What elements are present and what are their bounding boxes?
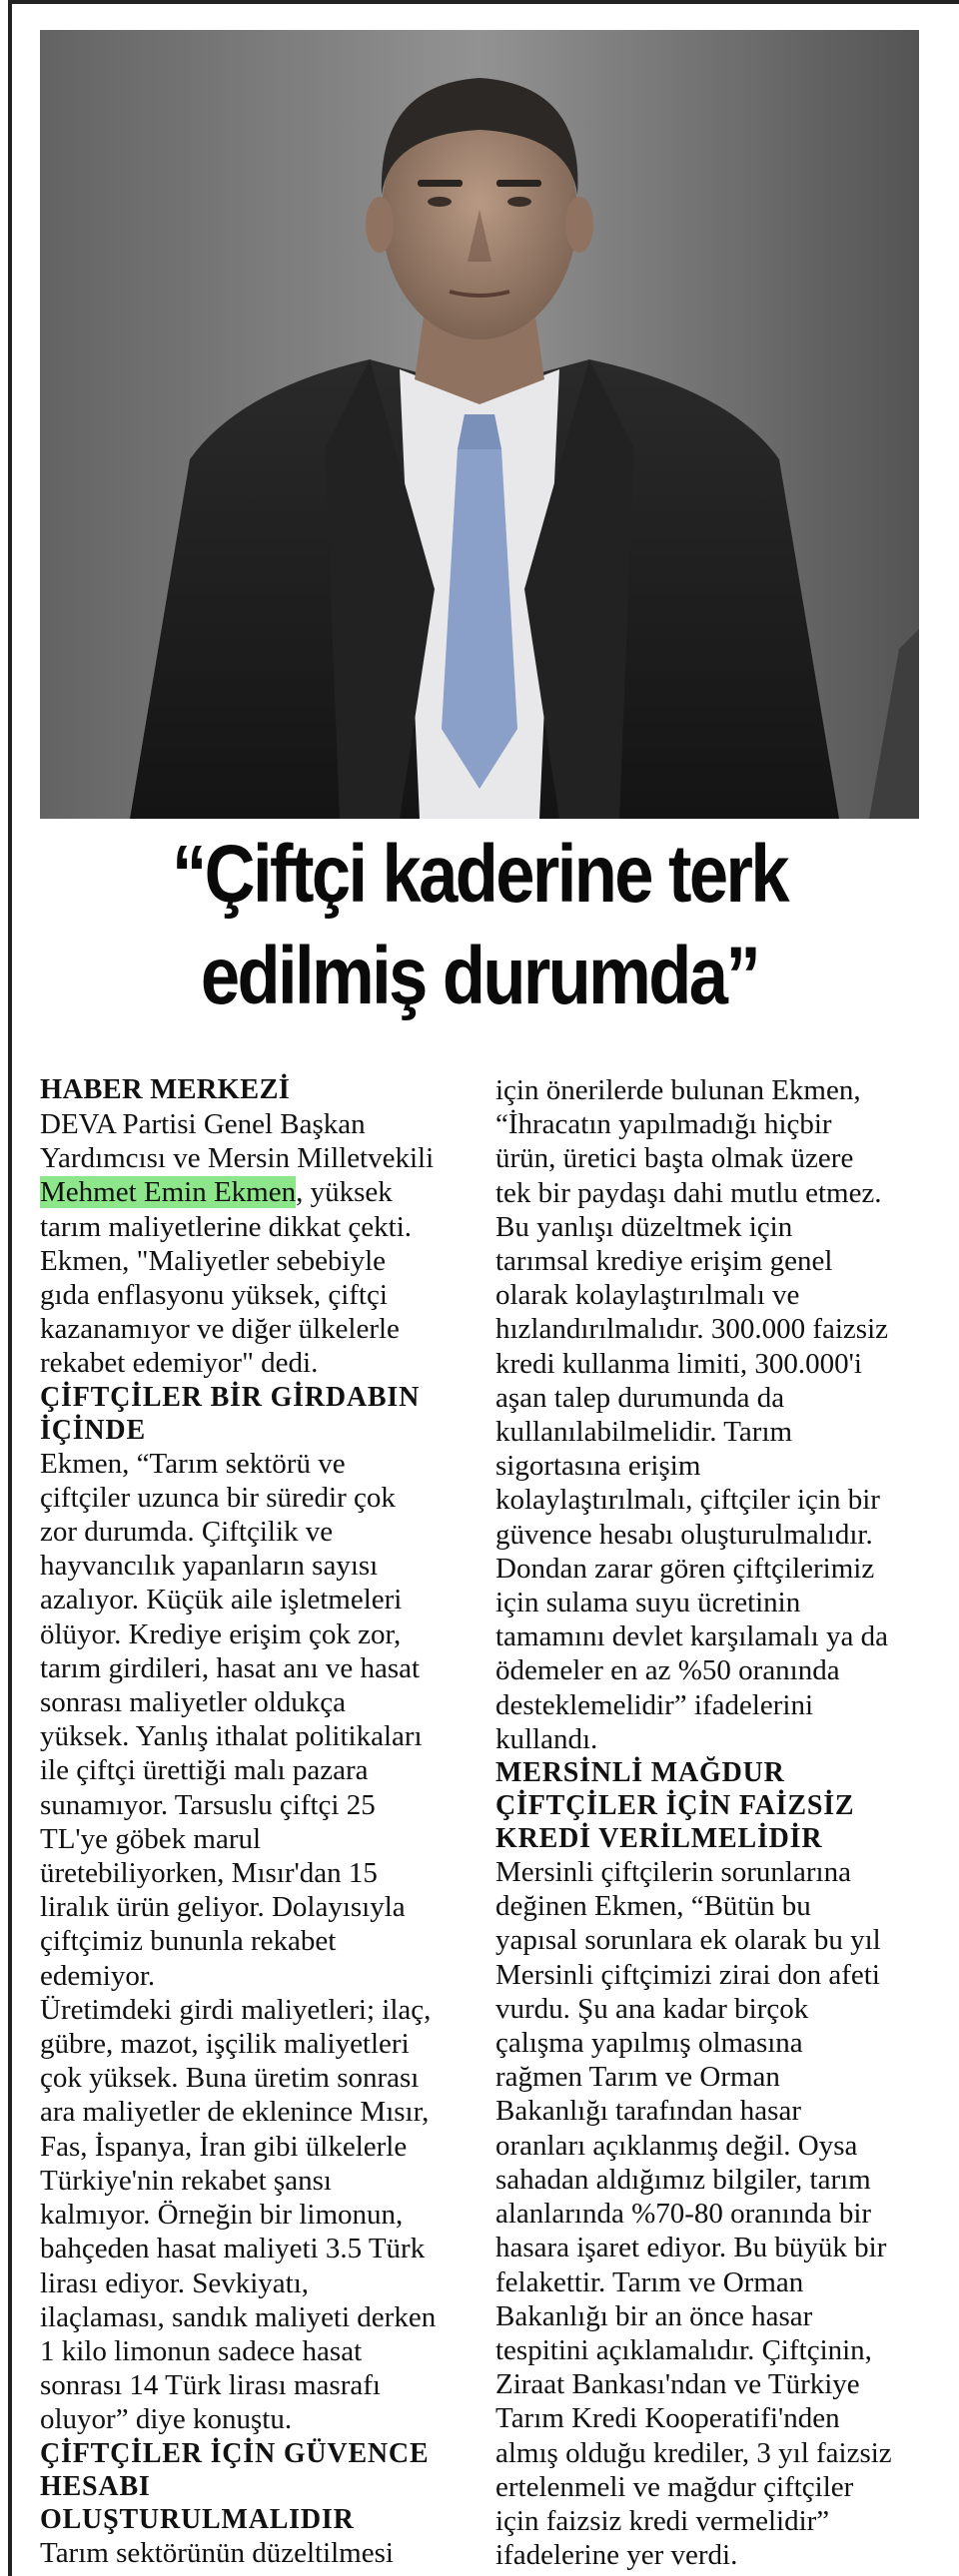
body-line: ile çiftçi ürettiği malı pazara: [40, 1754, 369, 1787]
body-line: alanlarında %70-80 oranında bir: [495, 2198, 872, 2231]
body-line: ara maliyetler de eklenince Mısır,: [40, 2096, 430, 2129]
body-line: olarak kolaylaştırılmalı ve: [495, 1279, 800, 1312]
body-line: Mersinli çiftçilerin sorunlarına: [495, 1856, 851, 1889]
article-column-right: [495, 1073, 925, 2572]
body-line: rekabet edemiyor" dedi.: [40, 1347, 319, 1380]
body-line: almış olduğu krediler, 3 yıl faizsiz: [495, 2436, 892, 2469]
body-line: Tarım sektörünün düzeltilmesi: [40, 2536, 394, 2569]
body-line: Bakanlığı bir an önce hasar: [495, 2299, 813, 2332]
article-headline: [102, 824, 858, 1027]
subheading-line: ÇİFTÇİLER İÇİN FAİZSİZ: [495, 1790, 855, 1822]
body-line: sonrası 14 Türk lirası masrafı: [40, 2369, 381, 2402]
body-line: tarım maliyetlerine dikkat çekti.: [40, 1210, 413, 1243]
body-line: felakettir. Tarım ve Orman: [495, 2265, 804, 2298]
body-line: Yardımcısı ve Mersin Milletvekili: [40, 1142, 435, 1175]
body-line: Dondan zarar gören çiftçilerimiz: [495, 1552, 875, 1585]
body-line: kazanamıyor ve diğer ülkelerle: [40, 1313, 400, 1346]
body-line: tek bir paydaşı dahi mutlu etmez.: [495, 1176, 882, 1209]
body-line: zor durumda. Çiftçilik ve: [40, 1516, 334, 1549]
body-line: [40, 1175, 460, 1209]
left-border-rule: [8, 0, 12, 2576]
body-line: hasara işaret ediyor. Bu büyük bir: [495, 2232, 887, 2264]
body-line: çiftçimiz bununla rekabet: [40, 1925, 337, 1958]
body-line: “İhracatın yapılmadığı hiçbir: [495, 1108, 832, 1141]
body-line: DEVA Partisi Genel Başkan: [40, 1108, 366, 1140]
body-line: edemiyor.: [40, 1959, 156, 1992]
body-line: ödemeler en az %50 oranında: [495, 1654, 840, 1687]
body-line: bahçeden hasat maliyeti 3.5 Türk: [40, 2233, 426, 2265]
body-line: sigortasına erişim: [495, 1450, 701, 1483]
body-line: sunamıyor. Tarsuslu çiftçi 25: [40, 1788, 376, 1821]
body-line: ürün, üretici başta olmak üzere: [495, 1142, 854, 1175]
body-line: azalıyor. Küçük aile işletmeleri: [40, 1584, 403, 1616]
body-line: güvence hesabı oluşturulmalıdır.: [495, 1518, 873, 1551]
body-line: kullanılabilmelidir. Tarım: [495, 1416, 793, 1449]
body-line: için sulama suyu ücretinin: [495, 1587, 801, 1619]
body-line: gübre, mazot, işçilik maliyetleri: [40, 2028, 410, 2061]
body-line: 1 kilo limonun sadece hasat: [40, 2334, 363, 2367]
article-column-left: [40, 1073, 460, 2570]
body-line: oranları açıklanmış değil. Oysa: [495, 2129, 858, 2162]
highlighted-name: Mehmet Emin Ekmen: [40, 1176, 297, 1209]
subheading-line: MERSİNLİ MAĞDUR: [495, 1757, 785, 1789]
body-line: aşan talep durumunda da: [495, 1381, 785, 1414]
subheading-line: İÇİNDE: [40, 1414, 146, 1446]
body-line: Bakanlığı tarafından hasar: [495, 2095, 801, 2128]
body-line: çok yüksek. Buna üretim sonrası: [40, 2062, 420, 2095]
body-line: Ziraat Bankası'ndan ve Türkiye: [495, 2368, 860, 2401]
body-line: Üretimdeki girdi maliyetleri; ilaç,: [40, 1993, 432, 2026]
subheading-line: HESABI: [40, 2470, 151, 2502]
body-line: üretebiliyorken, Mısır'dan 15: [40, 1857, 378, 1890]
body-line: kullandı.: [495, 1722, 598, 1755]
headline-line: “Çiftçi kaderine terk: [171, 829, 788, 920]
body-line: ifadelerine yer verdi.: [495, 2539, 738, 2572]
body-line: vurdu. Şu ana kadar birçok: [495, 1992, 809, 2025]
body-line: oluyor” diye konuştu.: [40, 2403, 293, 2436]
body-line: Bu yanlışı düzeltmek için: [495, 1210, 793, 1243]
body-line: gıda enflasyonu yüksek, çiftçi: [40, 1279, 388, 1312]
body-line: çalışma yapılmış olmasına: [495, 2027, 803, 2060]
body-line: hızlandırılmalıdır. 300.000 faizsiz: [495, 1313, 889, 1346]
body-line: yüksek. Yanlış ithalat politikaları: [40, 1720, 423, 1753]
subheading-line: ÇİFTÇİLER İÇİN GÜVENCE: [40, 2437, 430, 2469]
body-line: kalmıyor. Örneğin bir limonun,: [40, 2199, 404, 2232]
body-line: yapısal sorunlara ek olarak bu yıl: [495, 1924, 881, 1957]
body-line: TL'ye göbek marul: [40, 1822, 262, 1855]
body-line: kredi kullanma limiti, 300.000'i: [495, 1347, 862, 1380]
body-line: tamamını devlet karşılamalı ya da: [495, 1620, 888, 1653]
portrait-illustration: [40, 30, 919, 819]
body-line: hayvancılık yapanların sayısı: [40, 1550, 379, 1583]
body-line: sahadan aldığımız bilgiler, tarım: [495, 2163, 871, 2196]
body-line: Mersinli çiftçimizi zirai don afeti: [495, 1958, 880, 1991]
body-line: Tarım Kredi Kooperatifi'nden: [495, 2402, 840, 2435]
body-line: Ekmen, "Maliyetler sebebiyle: [40, 1244, 387, 1277]
body-line: ertelenmeli ve mağdur çiftçiler: [495, 2470, 854, 2503]
body-line: değinen Ekmen, “Bütün bu: [495, 1890, 811, 1923]
body-line: lirası ediyor. Sevkiyatı,: [40, 2266, 310, 2299]
body-line: rağmen Tarım ve Orman: [495, 2061, 780, 2094]
top-border-rule: [8, 0, 959, 4]
body-line: ölüyor. Krediye erişim çok zor,: [40, 1617, 402, 1650]
body-line: Türkiye'nin rekabet şansı: [40, 2164, 332, 2197]
headline-line: edilmiş durumda”: [200, 931, 759, 1021]
subheading-line: KREDİ VERİLMELİDİR: [495, 1823, 823, 1855]
body-line: tarımsal krediye erişim genel: [495, 1245, 833, 1278]
body-line: ilaçlaması, sandık maliyeti derken: [40, 2300, 437, 2333]
body-line: Ekmen, “Tarım sektörü ve: [40, 1447, 346, 1480]
body-line: kolaylaştırılmalı, çiftçiler için bir: [495, 1484, 880, 1517]
body-line: desteklemelidir” ifadelerini: [495, 1688, 814, 1721]
body-line: sonrası maliyetler oldukça: [40, 1686, 347, 1719]
body-line: liralık ürün geliyor. Dolayısıyla: [40, 1891, 406, 1924]
body-line: çiftçiler uzunca bir süredir çok: [40, 1481, 396, 1514]
body-line: Fas, İspanya, İran gibi ülkelerle: [40, 2130, 408, 2163]
body-line: için önerilerde bulunan Ekmen,: [495, 1074, 861, 1106]
body-line: tespitini açıklamalıdır. Çiftçinin,: [495, 2333, 872, 2366]
subheading-line: ÇİFTÇİLER BİR GİRDABIN: [40, 1381, 421, 1413]
article-kicker: HABER MERKEZİ: [40, 1074, 291, 1105]
article-photo: [40, 30, 919, 819]
body-line: tarım girdileri, hasat anı ve hasat: [40, 1651, 421, 1684]
body-line-rest: , yüksek: [296, 1176, 393, 1209]
body-line: için faizsiz kredi vermelidir”: [495, 2504, 830, 2537]
subheading-line: OLUŞTURULMALIDIR: [40, 2503, 355, 2535]
